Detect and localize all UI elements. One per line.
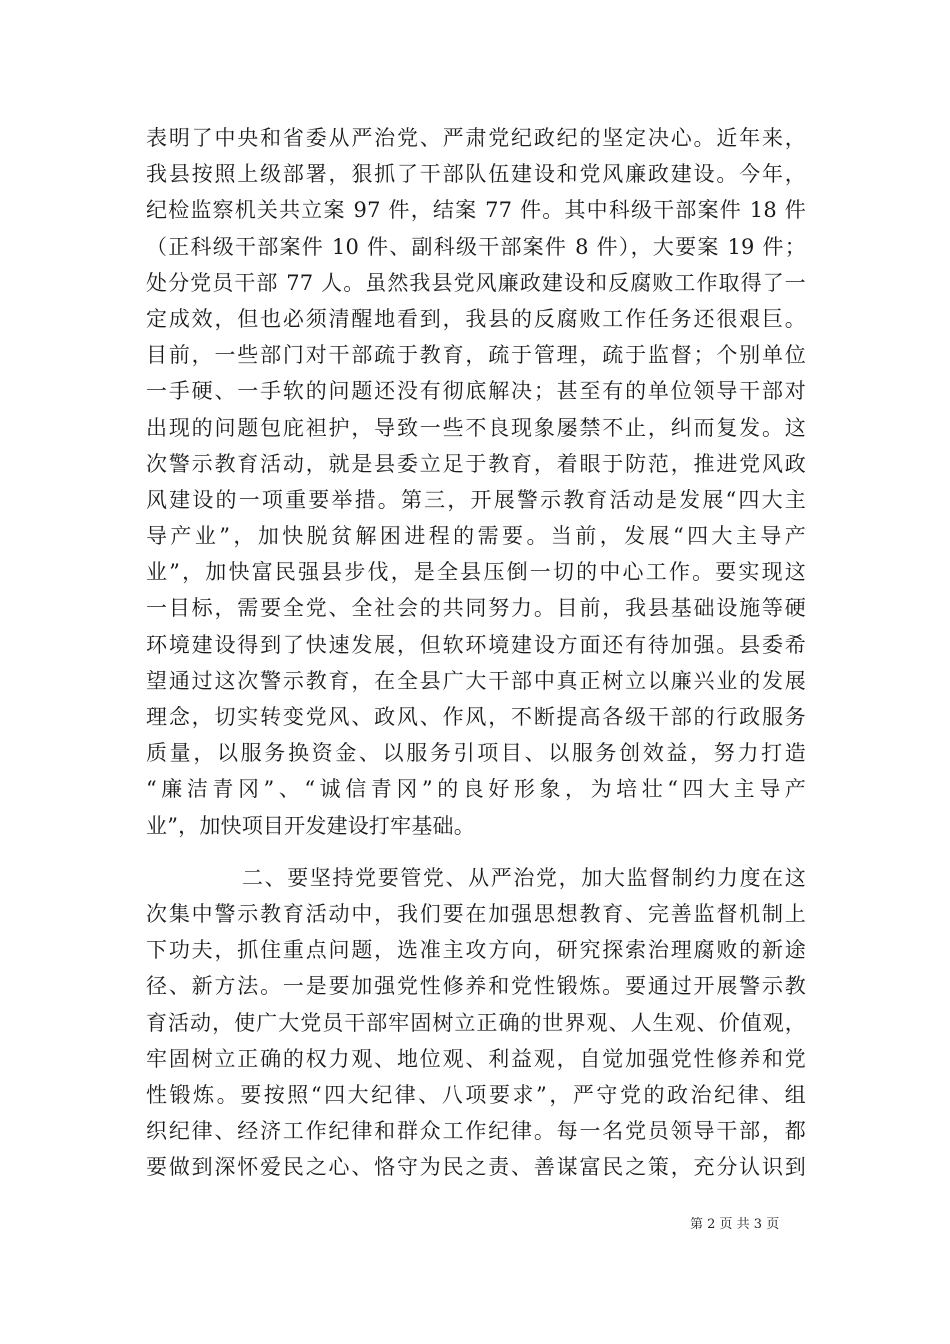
text-line: 望通过这次警示教育，在全县广大干部中真正树立以廉兴业的发展 (146, 668, 806, 693)
text-line: 径、新方法。一是要加强党性修养和党性锻炼。要通过开展警示教 (146, 974, 806, 999)
document-body (146, 120, 806, 1185)
paragraph-1 (146, 120, 806, 844)
section-heading-line: 二、要坚持党要管党、从严治党，加大监督制约力度在这 (242, 865, 806, 890)
text-line: 我县按照上级部署，狠抓了干部队伍建设和党风廉政建设。今年， (146, 162, 806, 187)
text-line: 质量，以服务换资金、以服务引项目、以服务创效益，努力打造 (146, 741, 806, 766)
page-number: 第 2 页 共 3 页 (690, 1217, 780, 1232)
text-line: 定成效，但也必须清醒地看到，我县的反腐败工作任务还很艰巨。 (146, 306, 806, 331)
text-line: 环境建设得到了快速发展，但软环境建设方面还有待加强。县委希 (146, 632, 806, 657)
text-line: 性锻炼。要按照“四大纪律、八项要求”，严守党的政治纪律、组 (146, 1082, 806, 1107)
text-line: 次集中警示教育活动中，我们要在加强思想教育、完善监督机制上 (146, 901, 806, 926)
text-line: 出现的问题包庇袒护，导致一些不良现象屡禁不止，纠而复发。这 (146, 415, 806, 440)
text-line: （正科级干部案件 10 件、副科级干部案件 8 件），大要案 19 件； (146, 234, 806, 259)
paragraph-2 (146, 860, 806, 1186)
text-line: 风建设的一项重要举措。第三，开展警示教育活动是发展“四大主 (146, 487, 806, 512)
text-line: 育活动，使广大党员干部牢固树立正确的世界观、人生观、价值观， (146, 1010, 806, 1035)
text-line: “廉洁青冈”、“诚信青冈”的良好形象，为培壮“四大主导产 (146, 777, 806, 802)
text-line: 一目标，需要全党、全社会的共同努力。目前，我县基础设施等硬 (146, 596, 806, 621)
paragraph-gap (146, 844, 806, 860)
text-line: 次警示教育活动，就是县委立足于教育，着眼于防范，推进党风政 (146, 451, 806, 476)
text-line: 目前，一些部门对干部疏于教育，疏于管理，疏于监督；个别单位 (146, 343, 806, 368)
text-line: 业”，加快项目开发建设打牢基础。 (146, 813, 475, 838)
text-line: 牢固树立正确的权力观、地位观、利益观，自觉加强党性修养和党 (146, 1046, 806, 1071)
text-line: 处分党员干部 77 人。虽然我县党风廉政建设和反腐败工作取得了一 (146, 270, 806, 295)
text-line: 下功夫，抓住重点问题，选准主攻方向，研究探索治理腐败的新途 (146, 938, 806, 963)
text-line: 导产业”，加快脱贫解困进程的需要。当前，发展“四大主导产 (146, 524, 806, 549)
text-line: 纪检监察机关共立案 97 件，结案 77 件。其中科级干部案件 18 件 (146, 198, 806, 223)
text-line: 要做到深怀爱民之心、恪守为民之责、善谋富民之策，充分认识到 (146, 1155, 806, 1180)
text-line: 理念，切实转变党风、政风、作风，不断提高各级干部的行政服务 (146, 705, 806, 729)
text-line: 一手硬、一手软的问题还没有彻底解决；甚至有的单位领导干部对 (146, 379, 806, 404)
text-line: 织纪律、经济工作纪律和群众工作纪律。每一名党员领导干部，都 (146, 1119, 806, 1144)
text-line: 表明了中央和省委从严治党、严肃党纪政纪的坚定决心。近年来， (146, 126, 806, 150)
text-line: 业”，加快富民强县步伐，是全县压倒一切的中心工作。要实现这 (146, 560, 806, 585)
